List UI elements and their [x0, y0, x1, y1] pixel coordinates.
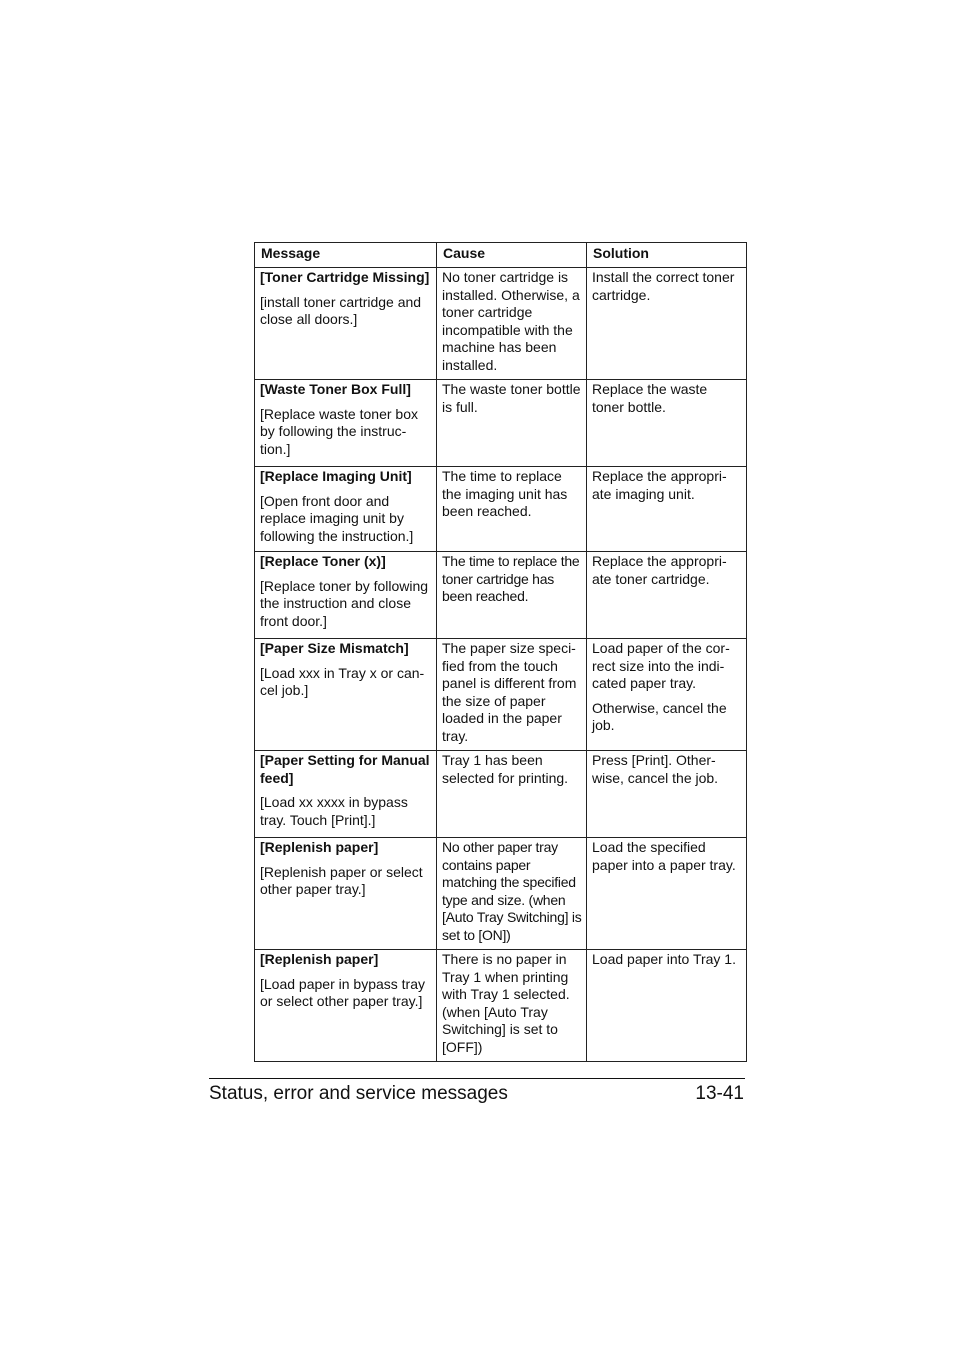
message-title: [Replenish paper] [260, 951, 379, 967]
solution-text: Press [Print]. Other-wise, cancel the job. [592, 752, 719, 786]
message-detail: [Load xxx in Tray x or can-cel job.] [260, 664, 425, 699]
message-cell [255, 380, 437, 467]
solution-cell [587, 838, 747, 950]
solution-text: Replace the waste toner bottle. [592, 381, 708, 415]
message-cell [255, 639, 437, 751]
footer-page-number: 13-41 [695, 1083, 744, 1104]
footer-section-title: Status, error and service messages [209, 1083, 508, 1104]
cause-cell: The time to replace the imaging unit has been reached. [437, 467, 587, 552]
message-detail: [Replenish paper or select other paper tray.] [260, 863, 423, 898]
solution-cell [587, 467, 747, 552]
cause-cell: No other paper tray contains paper matching the specified type and size. (when [Auto Tray Switching] is set to [ON]) [437, 838, 587, 950]
cause-cell: There is no paper in Tray 1 when printing with Tray 1 selected. (when [Auto Tray Switching] is set to [OFF]) [437, 950, 587, 1062]
table-row [255, 751, 747, 838]
message-cell [255, 751, 437, 838]
message-detail: [install toner cartridge and close all doors.] [260, 293, 422, 328]
message-cell [255, 838, 437, 950]
solution-text: Otherwise, cancel the job. [592, 699, 727, 734]
message-detail: [Load xx xxxx in bypass tray. Touch [Print].] [260, 794, 408, 828]
solution-text: Replace the appropri-ate imaging unit. [592, 468, 727, 502]
footer-divider [209, 1078, 745, 1079]
message-title: [Replace Imaging Unit] [260, 468, 412, 484]
solution-text: Load paper of the cor-rect size into the indi-cated paper tray. [592, 640, 730, 692]
message-detail: [Open front door and replace imaging unit by following the instruction.] [260, 492, 414, 544]
solution-cell [587, 552, 747, 639]
message-cell [255, 467, 437, 552]
cause-cell: The time to replace the toner cartridge has been reached. [437, 552, 587, 639]
solution-text: Load paper into Tray 1. [592, 951, 736, 967]
cause-cell: The paper size speci-fied from the touch panel is different from the size of paper loaded in the paper tray. [437, 639, 587, 751]
message-cell [255, 268, 437, 380]
message-title: [Paper Setting for Manual feed] [260, 752, 430, 786]
cause-cell: No toner cartridge is installed. Otherwise, a toner cartridge incompatible with the machine has been installed. [437, 268, 587, 380]
solution-cell [587, 380, 747, 467]
table-row [255, 639, 747, 751]
table-row [255, 268, 747, 380]
message-detail: [Replace toner by following the instruction and close front door.] [260, 577, 429, 629]
message-cell [255, 950, 437, 1062]
message-title: [Paper Size Mismatch] [260, 640, 409, 656]
solution-text: Load the specified paper into a paper tray. [592, 839, 736, 873]
message-title: [Toner Cartridge Missing] [260, 269, 430, 285]
messages-table [254, 242, 747, 1062]
solution-text: Replace the appropri-ate toner cartridge. [592, 553, 727, 587]
solution-cell [587, 751, 747, 838]
header-cause: Cause [437, 243, 587, 268]
message-title: [Replace Toner (x)] [260, 553, 386, 569]
header-message: Message [255, 243, 437, 268]
table-row [255, 552, 747, 639]
solution-cell [587, 639, 747, 751]
message-title: [Replenish paper] [260, 839, 379, 855]
solution-text: Install the correct toner cartridge. [592, 269, 735, 303]
cause-cell: Tray 1 has been selected for printing. [437, 751, 587, 838]
table-row [255, 838, 747, 950]
header-solution: Solution [587, 243, 747, 268]
message-detail: [Load paper in bypass tray or select other paper tray.] [260, 975, 425, 1010]
message-cell [255, 552, 437, 639]
table-row [255, 950, 747, 1062]
solution-cell [587, 268, 747, 380]
table-header-row [255, 243, 747, 268]
cause-cell: The waste toner bottle is full. [437, 380, 587, 467]
message-detail: [Replace waste toner box by following the instruc-tion.] [260, 405, 418, 457]
message-title: [Waste Toner Box Full] [260, 381, 411, 397]
table-row [255, 467, 747, 552]
solution-cell [587, 950, 747, 1062]
table-row [255, 380, 747, 467]
